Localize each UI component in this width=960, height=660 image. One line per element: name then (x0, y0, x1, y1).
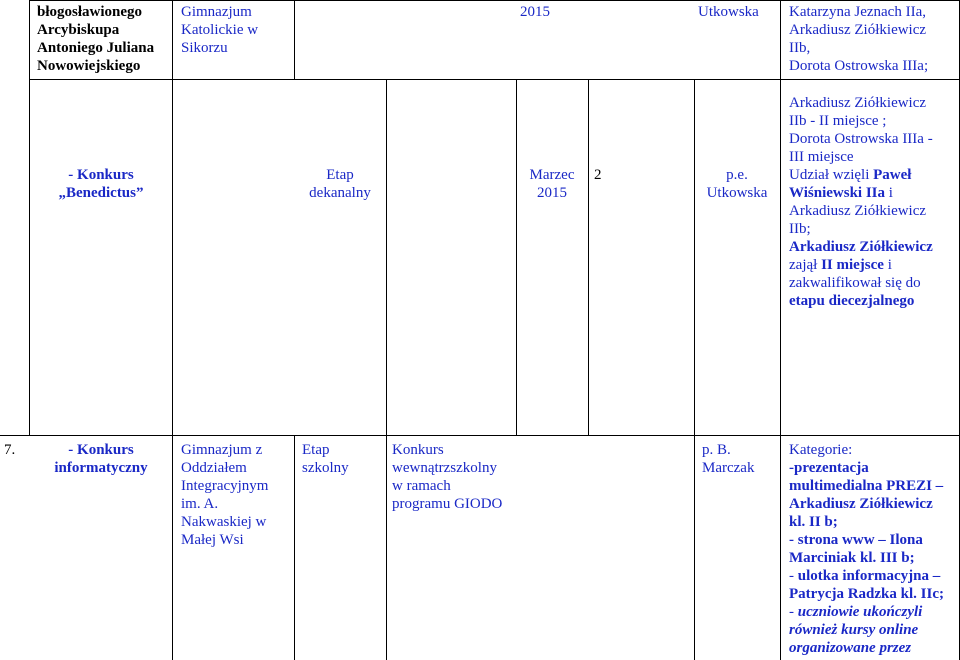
contest-cell-3 (30, 441, 172, 477)
school-cell-3 (181, 441, 291, 549)
school-line: Integracyjnym (181, 478, 269, 494)
result-line (789, 166, 957, 184)
date-line: 2015 (537, 185, 567, 201)
stage-cell-3 (302, 441, 386, 477)
contest-cell (30, 166, 172, 202)
school-line: Nakwaskiej w (181, 514, 267, 530)
result-text: zajął (789, 257, 822, 273)
result-line (789, 256, 957, 274)
year-cell (520, 3, 550, 21)
table-border-row2-bottom (0, 435, 960, 436)
school-line: Małej Wsi (181, 532, 244, 548)
school-line: Sikorzu (181, 40, 228, 56)
column-divider-2 (294, 0, 295, 80)
school-line: Gimnazjum (181, 4, 252, 20)
column-divider-7 (780, 0, 781, 660)
student-line: Katarzyna Jeznach IIa, (789, 4, 926, 20)
patron-line: Antoniego Juliana (37, 40, 155, 56)
results-cell-2 (789, 94, 957, 310)
student-line: IIb, (789, 40, 811, 56)
result-line: Kategorie: (789, 442, 853, 458)
date-line: Marzec (529, 167, 575, 183)
student-line: Dorota Ostrowska IIIa; (789, 58, 929, 74)
stage-line: dekanalny (309, 185, 371, 201)
table-border-row1-bottom (29, 79, 960, 80)
table-border-left (29, 0, 30, 436)
result-text: - (789, 604, 798, 620)
school-line: im. A. (181, 496, 219, 512)
result-line: kl. II b; (789, 514, 838, 530)
result-line: etapu diecezjalnego (789, 293, 915, 309)
result-line: Arkadiusz Ziółkiewicz (789, 95, 927, 111)
result-line: -prezentacja (789, 460, 869, 476)
teacher-line: p.e. (726, 167, 748, 183)
result-line (789, 603, 957, 621)
students-cell (789, 3, 957, 75)
student-line: Arkadiusz Ziółkiewicz (789, 22, 927, 38)
contest-name: informatyczny (54, 460, 148, 476)
result-line: Arkadiusz Ziółkiewicz (789, 239, 933, 255)
stage-line: Etap (326, 167, 354, 183)
result-line: Arkadiusz Ziółkiewicz (789, 496, 933, 512)
teacher-line: Utkowska (706, 185, 768, 201)
teacher-line: p. B. (702, 442, 731, 458)
contest-prefix: - Konkurs (68, 167, 134, 183)
result-text: Udział wzięli (789, 167, 874, 183)
participant-count: 2 (594, 167, 602, 183)
contest-name: „Benedictus” (58, 185, 144, 201)
table-border-top (29, 0, 960, 1)
column-divider-3 (386, 79, 387, 660)
school-line: Katolickie w (181, 22, 259, 38)
result-item: uczniowie ukończyli (797, 604, 923, 620)
result-line: również kursy online (789, 622, 919, 638)
row-number-text: 7. (4, 442, 16, 458)
result-name: Paweł (873, 167, 912, 183)
result-line (789, 567, 957, 585)
patron-line: błogosławionego (37, 4, 143, 20)
result-line: - strona www – Ilona (789, 532, 923, 548)
contest-prefix: - Konkurs (68, 442, 134, 458)
column-divider-4 (516, 79, 517, 436)
patron-cell (37, 3, 169, 75)
result-text: - (789, 568, 798, 584)
school-line: Oddziałem (181, 460, 247, 476)
patron-line: Arcybiskupa (37, 22, 120, 38)
result-place: II miejsce (821, 257, 884, 273)
result-line: Patrycja Radzka kl. IIc; (789, 586, 944, 602)
school-cell (181, 3, 291, 57)
type-line: Konkurs (392, 442, 444, 458)
result-line: III miejsce (789, 149, 854, 165)
result-name: Wiśniewski IIa (789, 185, 886, 201)
result-line: organizowane przez (789, 640, 912, 656)
type-line: w ramach (392, 478, 451, 494)
stage-cell (294, 166, 386, 202)
teacher-cell-2 (694, 166, 780, 202)
stage-line: Etap (302, 442, 330, 458)
result-line: zakwalifikował się do (789, 275, 921, 291)
result-item: ulotka informacyjna – (797, 568, 941, 584)
result-line (789, 184, 957, 202)
type-line: programu GIODO (392, 496, 503, 512)
result-line: IIb; (789, 221, 811, 237)
result-line: multimedialna PREZI – (789, 478, 944, 494)
column-divider-5 (588, 79, 589, 436)
teacher-line: Marczak (702, 460, 755, 476)
column-divider-1 (172, 0, 173, 660)
result-text: i (885, 185, 893, 201)
year: 2015 (520, 4, 550, 20)
result-line: Dorota Ostrowska IIIa - (789, 131, 933, 147)
stage-line: szkolny (302, 460, 349, 476)
result-text: i (883, 257, 892, 273)
teacher-name: Utkowska (698, 4, 759, 20)
result-line: IIb - II miejsce ; (789, 113, 887, 129)
date-cell (516, 166, 588, 202)
result-line: Marciniak kl. III b; (789, 550, 915, 566)
result-line: Arkadiusz Ziółkiewicz (789, 203, 927, 219)
type-line: wewnątrzszkolny (392, 460, 497, 476)
type-cell-3 (392, 441, 586, 513)
results-cell-3 (789, 441, 957, 657)
patron-line: Nowowiejskiego (37, 58, 141, 74)
teacher-cell-3 (702, 441, 780, 477)
row-number (4, 441, 15, 459)
school-line: Gimnazjum z (181, 442, 263, 458)
column-divider-2b (294, 435, 295, 660)
count-cell (594, 166, 602, 184)
teacher-cell (698, 3, 759, 21)
